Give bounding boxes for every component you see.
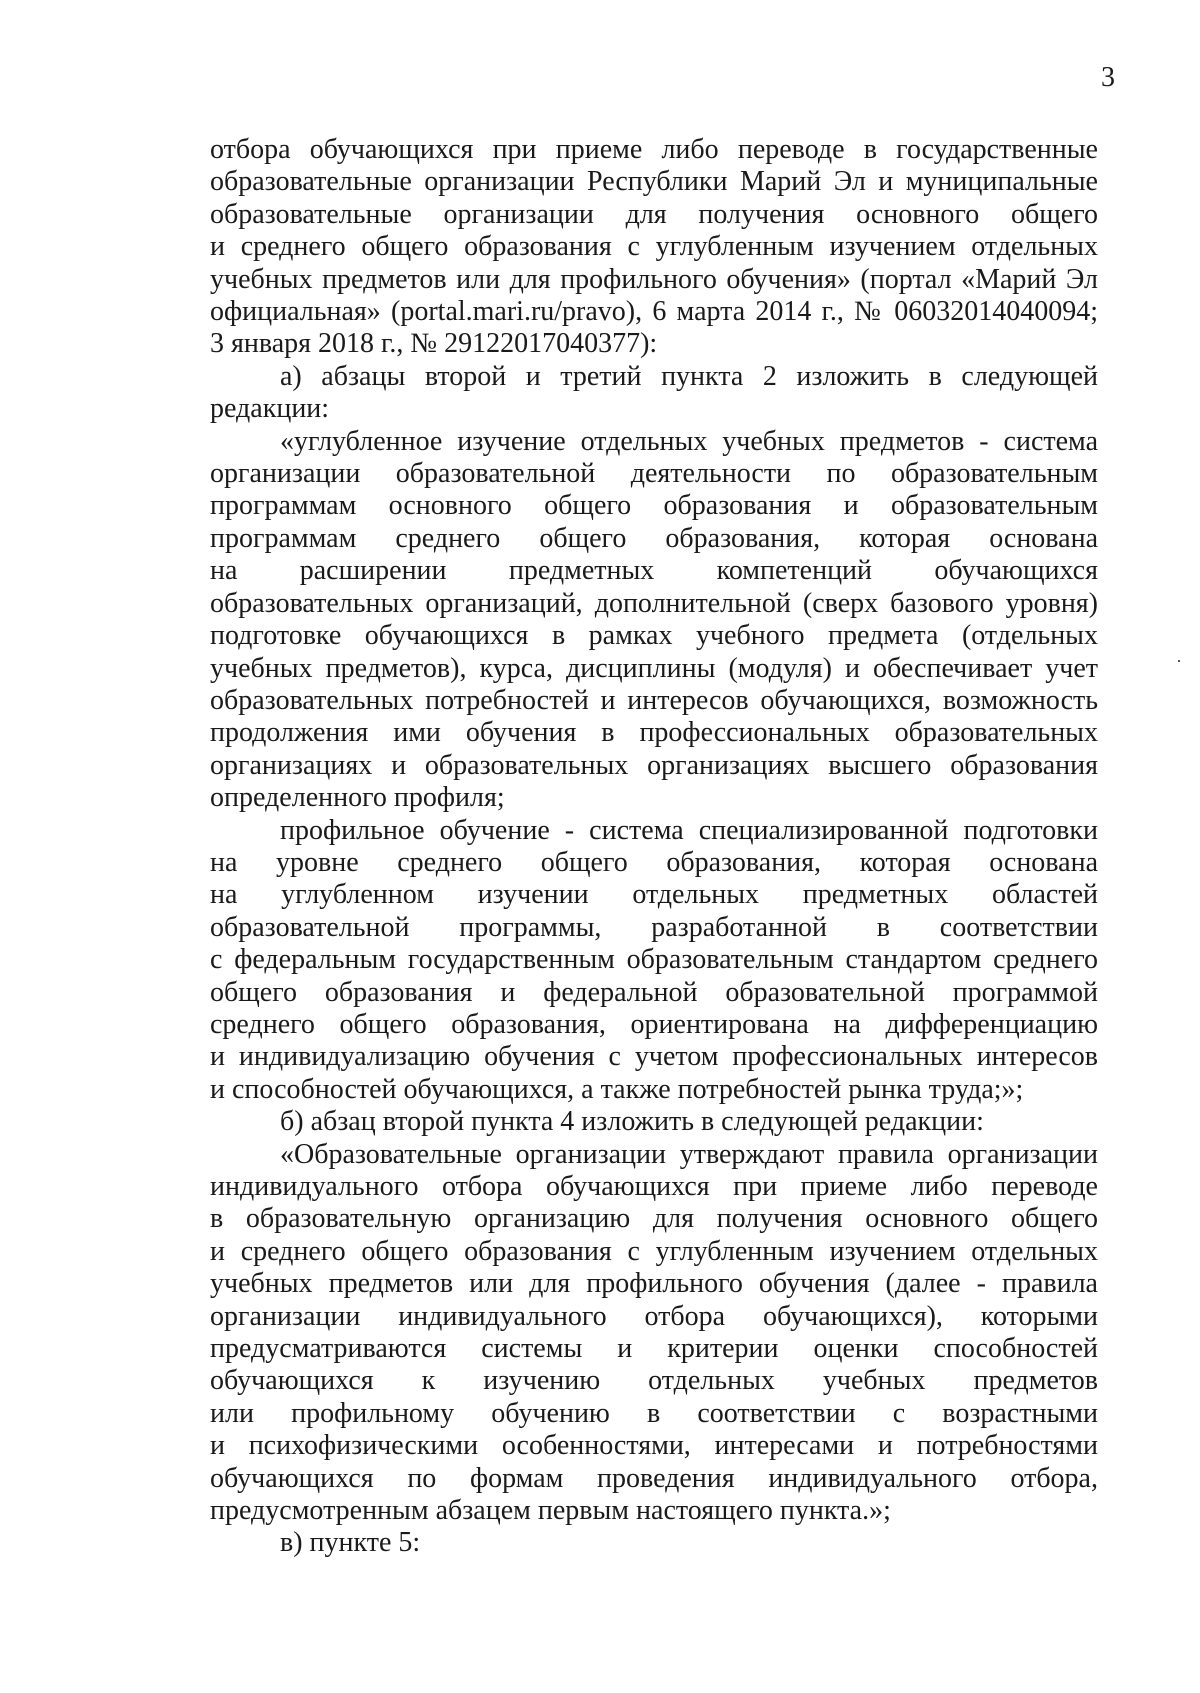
paragraph-continuation <box>210 134 1098 361</box>
text-line: на уровне среднего общего образования, которая основана <box>210 846 1098 878</box>
text-line: и способностей обучающихся, а также потребностей рынка труда;»; <box>210 1073 1024 1105</box>
text-line: с федеральным государственным образовательным стандартом среднего <box>210 944 1098 976</box>
text-line: обучающихся по формам проведения индивидуального отбора, <box>210 1462 1098 1494</box>
text-line: отбора обучающихся при приеме либо переводе в государственные <box>210 134 1098 165</box>
text-line: а) абзацы второй и третий пункта 2 изложить в следующей <box>280 360 1098 392</box>
paragraph-item-b <box>210 1106 1098 1138</box>
text-line: образовательной программы, разработанной в соответствии <box>210 911 1098 943</box>
paragraph-quote-advanced-study <box>210 426 1098 815</box>
text-line: предусматриваются системы и критерии оценки способностей <box>210 1333 1098 1365</box>
text-line: организации образовательной деятельности по образовательным <box>210 458 1098 490</box>
text-line: «Образовательные организации утверждают правила организации <box>280 1138 1098 1170</box>
paragraph-quote-rules <box>210 1139 1098 1528</box>
text-line: и психофизическими особенностями, интересами и потребностями <box>210 1430 1098 1462</box>
text-line: подготовке обучающихся в рамках учебного предмета (отдельных <box>210 620 1098 652</box>
text-line: программам основного общего образования и образовательным <box>210 490 1098 522</box>
text-line: продолжения ими обучения в профессиональных образовательных <box>210 717 1098 749</box>
text-line: общего образования и федеральной образовательной программой <box>210 976 1098 1008</box>
page-number: 3 <box>1101 62 1115 93</box>
text-line: или профильному обучению в соответствии с возрастными <box>210 1397 1098 1429</box>
text-line: и индивидуализацию обучения с учетом профессиональных интересов <box>210 1041 1098 1073</box>
text-line: на расширении предметных компетенций обучающихся <box>210 555 1098 587</box>
scan-artifact-dot <box>1178 660 1180 662</box>
text-line: в) пункте 5: <box>280 1527 421 1559</box>
text-line: б) абзац второй пункта 4 изложить в следующей редакции: <box>280 1106 984 1138</box>
paragraph-item-a <box>210 361 1098 426</box>
paragraph-item-v <box>210 1527 1098 1559</box>
text-line: образовательных организаций, дополнительной (сверх базового уровня) <box>210 587 1098 619</box>
text-line: образовательные организации для получения основного общего <box>210 198 1098 230</box>
text-line: обучающихся к изучению отдельных учебных предметов <box>210 1365 1098 1397</box>
text-line: «углубленное изучение отдельных учебных предметов - система <box>280 425 1098 457</box>
text-line: образовательных потребностей и интересов обучающихся, возможность <box>210 684 1098 716</box>
text-line: индивидуального отбора обучающихся при приеме либо переводе <box>210 1171 1098 1202</box>
text-line: на углубленном изучении отдельных предметных областей <box>210 879 1098 911</box>
text-line: учебных предметов или для профильного обучения (далее - правила <box>210 1268 1098 1300</box>
text-line: среднего общего образования, ориентирована на дифференциацию <box>210 1008 1098 1040</box>
text-line: учебных предметов или для профильного обучения» (портал «Марий Эл <box>210 263 1098 295</box>
document-body <box>210 134 1098 1560</box>
text-line: и среднего общего образования с углубленным изучением отдельных <box>210 1235 1098 1267</box>
text-line: редакции: <box>210 393 330 425</box>
text-line: образовательные организации Республики Марий Эл и муниципальные <box>210 166 1098 198</box>
text-line: организации индивидуального отбора обучающихся), которыми <box>210 1300 1098 1332</box>
text-line: программам среднего общего образования, которая основана <box>210 522 1098 554</box>
text-line: профильное обучение - система специализированной подготовки <box>280 814 1098 846</box>
text-line: официальная» (portal.mari.ru/pravo), 6 марта 2014 г., № 06032014040094; <box>210 296 1098 328</box>
text-line: определенного профиля; <box>210 782 505 814</box>
paragraph-quote-profile-study <box>210 815 1098 1107</box>
text-line: организациях и образовательных организациях высшего образования <box>210 749 1098 781</box>
text-line: учебных предметов), курса, дисциплины (модуля) и обеспечивает учет <box>210 652 1098 684</box>
text-line: 3 января 2018 г., № 29122017040377): <box>210 328 658 360</box>
text-line: предусмотренным абзацем первым настоящего пункта.»; <box>210 1495 891 1527</box>
text-line: в образовательную организацию для получения основного общего <box>210 1203 1098 1235</box>
text-line: и среднего общего образования с углубленным изучением отдельных <box>210 231 1098 263</box>
